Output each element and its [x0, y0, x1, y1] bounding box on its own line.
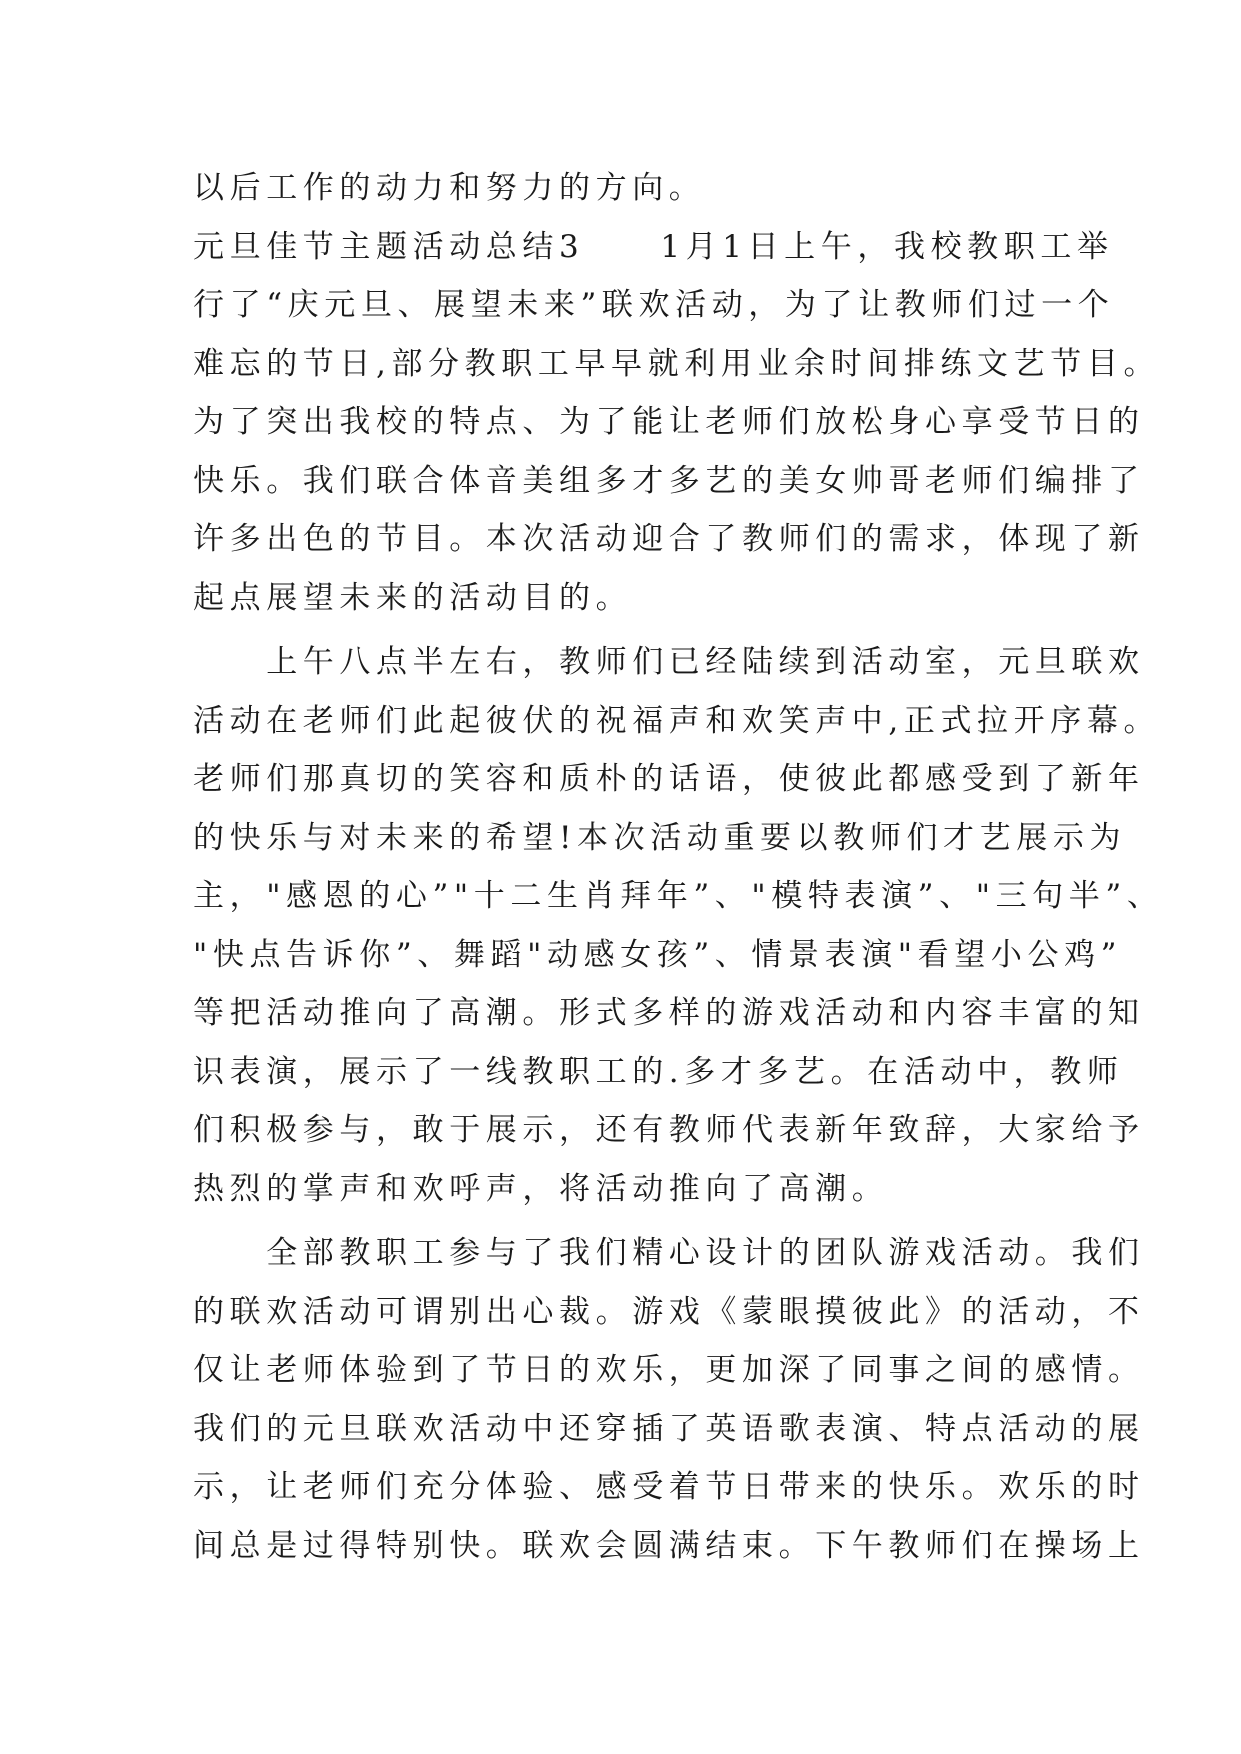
text-line: 间总是过得特别快。联欢会圆满结束。下午教师们在操场上 [193, 1527, 1145, 1564]
text-line: 活动在老师们此起彼伏的祝福声和欢笑声中,正式拉开序幕。 [193, 702, 1161, 739]
text-line: 的联欢活动可谓别出心裁。游戏《蒙眼摸彼此》的活动，不 [193, 1293, 1145, 1330]
text-line: 许多出色的节目。本次活动迎合了教师们的需求，体现了新 [193, 521, 1145, 557]
document-body [193, 159, 1164, 1575]
text-line: 识表演，展示了一线教职工的.多才多艺。在活动中，教师 [193, 1053, 1124, 1090]
text-line-with-heading [193, 218, 1114, 277]
text-line: 快乐。我们联合体音美组多才多艺的美女帅哥老师们编排了 [193, 462, 1145, 499]
text-line: 热烈的掌声和欢呼声，将活动推向了高潮。 [193, 1170, 889, 1207]
text-line: 主，"感恩的心”"十二生肖拜年”、"模特表演”、"三句半”、 [193, 878, 1164, 914]
text-line: 为了突出我校的特点、为了能让老师们放松身心享受节日的 [193, 404, 1145, 440]
text-line: 起点展望未来的活动目的。 [193, 579, 633, 616]
text-line: 难忘的节日,部分教职工早早就利用业余时间排练文艺节目。 [193, 345, 1161, 382]
text-line: 示，让老师们充分体验、感受着节日带来的快乐。欢乐的时 [193, 1469, 1145, 1505]
text-line: 以后工作的动力和努力的方向。 [193, 170, 706, 206]
heading-tail-text: 1月1日上午，我校教职工举 [660, 228, 1114, 265]
text-line: 的快乐与对未来的希望!本次活动重要以教师们才艺展示为 [193, 819, 1127, 856]
text-line: 行了“庆元旦、展望未来”联欢活动，为了让教师们过一个 [193, 287, 1115, 323]
text-line: 上午八点半左右，教师们已经陆续到活动室，元旦联欢 [193, 644, 1145, 680]
text-line: 们积极参与，敢于展示，还有教师代表新年致辞，大家给予 [193, 1112, 1145, 1148]
text-line: 老师们那真切的笑容和质朴的话语，使彼此都感受到了新年 [193, 761, 1145, 797]
text-line: 全部教职工参与了我们精心设计的团队游戏活动。我们 [193, 1235, 1145, 1271]
text-line: "快点告诉你”、舞蹈"动感女孩”、情景表演"看望小公鸡” [193, 936, 1123, 973]
section-heading: 元旦佳节主题活动总结3 [193, 228, 585, 265]
text-line: 我们的元旦联欢活动中还穿插了英语歌表演、特点活动的展 [193, 1410, 1145, 1447]
text-line: 等把活动推向了高潮。形式多样的游戏活动和内容丰富的知 [193, 995, 1145, 1031]
text-line: 仅让老师体验到了节日的欢乐，更加深了同事之间的感情。 [193, 1352, 1145, 1388]
